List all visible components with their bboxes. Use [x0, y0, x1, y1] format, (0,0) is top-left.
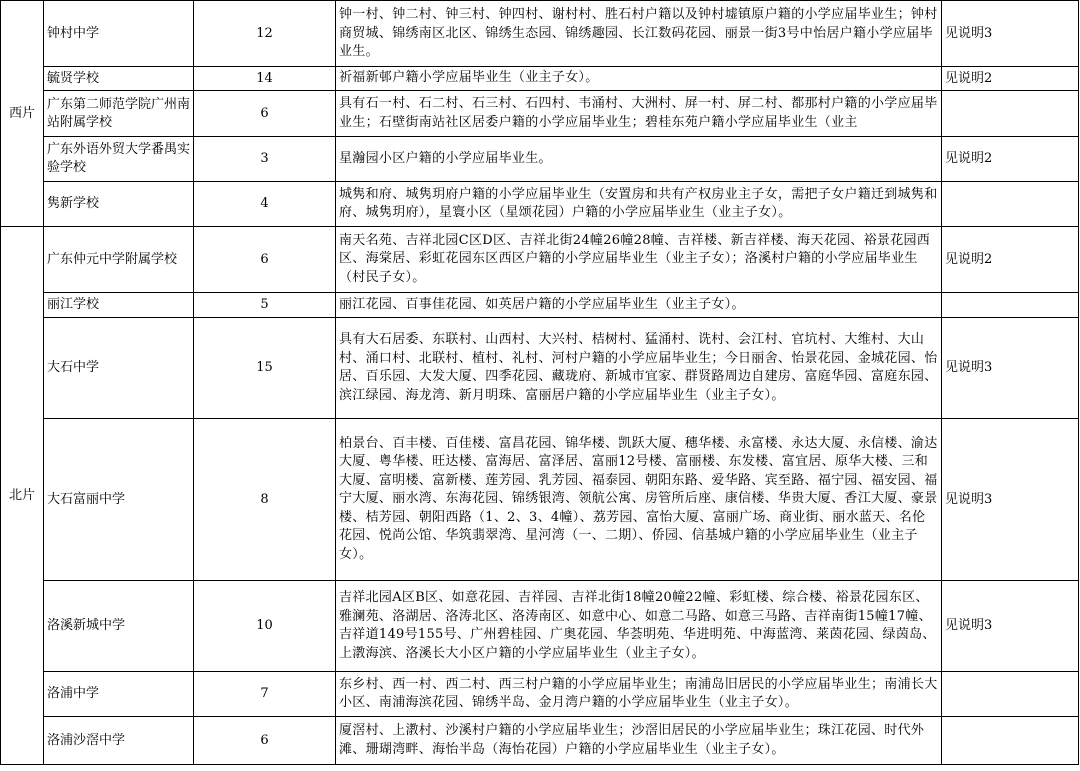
quota-count: 5: [194, 293, 336, 318]
remark: 见说明3: [942, 419, 1079, 581]
quota-count: 6: [194, 91, 336, 137]
enrollment-scope: 南天名苑、吉祥北园C区D区、吉祥北街24幢26幢28幢、吉祥楼、新吉祥楼、海天花园、裕景花园西区、海棠居、彩虹花园东区西区户籍的小学应届毕业生（业主子女）；洛溪村户籍的小学应届毕业生（村民子女）。: [336, 227, 942, 293]
table-row: [1, 717, 1079, 765]
school-name: 广东外语外贸大学番禺实验学校: [44, 137, 194, 182]
school-name: 大石富丽中学: [44, 419, 194, 581]
enrollment-scope: 具有大石居委、东联村、山西村、大兴村、桔树村、猛涌村、诜村、会江村、官坑村、大维村、大山村、涌口村、北联村、植村、礼村、河村户籍的小学应届毕业生；今日丽舍、怡景花园、金城花园、怡居、百乐园、大发大厦、四季花园、藏珑府、新城市宜家、群贤路周边自建房、富庭华园、富庭东园、滨江绿园、海龙湾、新月明珠、富丽居户籍的小学应届毕业生（业主子女）。: [336, 318, 942, 419]
table-row: [1, 419, 1079, 581]
remark: [942, 293, 1079, 318]
school-name: 丽江学校: [44, 293, 194, 318]
quota-count: 6: [194, 717, 336, 765]
table-row: [1, 1, 1079, 67]
school-name: 广东第二师范学院广州南站附属学校: [44, 91, 194, 137]
table-row: [1, 293, 1079, 318]
enrollment-scope: 吉祥北园A区B区、如意花园、吉祥园、吉祥北街18幢20幢22幢、彩虹楼、综合楼、裕景花园东区、雅澜苑、洛湖居、洛涛北区、洛涛南区、如意中心、如意二马路、如意三马路、吉祥南街15幢17幢、吉祥道149号155号、广州碧桂园、广奥花园、华荟明苑、华进明苑、中海蓝湾、莱茵花园、绿茵岛、上漖海滨、洛溪长大小区户籍的小学应届毕业生（业主子女）。: [336, 581, 942, 672]
region-north: 北片: [1, 227, 44, 765]
school-name: 广东仲元中学附属学校: [44, 227, 194, 293]
remark: 见说明3: [942, 1, 1079, 67]
quota-count: 12: [194, 1, 336, 67]
remark: [942, 91, 1079, 137]
school-name: 毓贤学校: [44, 67, 194, 91]
table-row: [1, 672, 1079, 717]
quota-count: 8: [194, 419, 336, 581]
school-name: 洛浦沙滘中学: [44, 717, 194, 765]
table-row: [1, 91, 1079, 137]
school-name: 大石中学: [44, 318, 194, 419]
school-name: 钟村中学: [44, 1, 194, 67]
remark: 见说明2: [942, 137, 1079, 182]
table-row: [1, 227, 1079, 293]
quota-count: 6: [194, 227, 336, 293]
table-row: [1, 581, 1079, 672]
remark: [942, 182, 1079, 227]
school-name: 隽新学校: [44, 182, 194, 227]
quota-count: 4: [194, 182, 336, 227]
remark: 见说明2: [942, 227, 1079, 293]
enrollment-scope: 城隽和府、城隽玥府户籍的小学应届毕业生（安置房和共有产权房业主子女，需把子女户籍迁到城隽和府、城隽玥府），星寰小区（星颂花园）户籍的小学应届毕业生（业主子女）。: [336, 182, 942, 227]
enrollment-scope: 丽江花园、百事佳花园、如英居户籍的小学应届毕业生（业主子女）。: [336, 293, 942, 318]
remark: [942, 717, 1079, 765]
quota-count: 10: [194, 581, 336, 672]
remark: 见说明3: [942, 318, 1079, 419]
quota-count: 14: [194, 67, 336, 91]
enrollment-scope: 钟一村、钟二村、钟三村、钟四村、谢村村、胜石村户籍以及钟村墟镇原户籍的小学应届毕业生；钟村商贸城、锦绣南区北区、锦绣生态园、锦绣趣园、长江数码花园、丽景一街3号中怡居户籍小学应届毕业生。: [336, 1, 942, 67]
table-row: [1, 182, 1079, 227]
table-row: [1, 67, 1079, 91]
quota-count: 7: [194, 672, 336, 717]
enrollment-scope: 星瀚园小区户籍的小学应届毕业生。: [336, 137, 942, 182]
region-west: 西片: [1, 1, 44, 227]
enrollment-scope: 东乡村、西一村、西二村、西三村户籍的小学应届毕业生；南浦岛旧居民的小学应届毕业生；南浦长大小区、南浦海滨花园、锦绣半岛、金月湾户籍的小学应届毕业生（业主子女）。: [336, 672, 942, 717]
enrollment-scope: 祈福新邨户籍小学应届毕业生（业主子女）。: [336, 67, 942, 91]
table-row: [1, 318, 1079, 419]
enrollment-scope: 柏景台、百丰楼、百佳楼、富昌花园、锦华楼、凯跃大厦、穗华楼、永富楼、永达大厦、永信楼、渝达大厦、粤华楼、旺达楼、富海居、富泽居、富丽12号楼、富丽楼、东发楼、富宜居、原华大楼、三和大厦、富明楼、富新楼、莲芳园、乳芳园、福泰园、朝阳东路、爱华路、宾至路、福宁园、福安园、福宁大厦、丽水湾、东海花园、锦绣银湾、领航公寓、房管所后座、康信楼、华贵大厦、香江大厦、豪景楼、桔芳园、朝阳西路（1、2、3、4幢）、荔芳园、富怡大厦、富丽广场、商业街、丽水蓝天、名伦花园、悦尚公馆、华筑翡翠湾、星河湾（一、二期）、侨园、信基城户籍的小学应届毕业生（业主子女）。: [336, 419, 942, 581]
remark: [942, 672, 1079, 717]
quota-count: 15: [194, 318, 336, 419]
quota-count: 3: [194, 137, 336, 182]
table-row: [1, 137, 1079, 182]
school-name: 洛溪新城中学: [44, 581, 194, 672]
school-name: 洛浦中学: [44, 672, 194, 717]
enrollment-scope: 厦滘村、上漖村、沙溪村户籍的小学应届毕业生；沙滘旧居民的小学应届毕业生；珠江花园、时代外滩、珊瑚湾畔、海怡半岛（海怡花园）户籍的小学应届毕业生（业主子女）。: [336, 717, 942, 765]
remark: 见说明3: [942, 581, 1079, 672]
enrollment-scope: 具有石一村、石二村、石三村、石四村、韦涌村、大洲村、屏一村、屏二村、都那村户籍的小学应届毕业生；石壁街南站社区居委户籍的小学应届毕业生；碧桂东苑户籍小学应届毕业生（业主: [336, 91, 942, 137]
remark: 见说明2: [942, 67, 1079, 91]
